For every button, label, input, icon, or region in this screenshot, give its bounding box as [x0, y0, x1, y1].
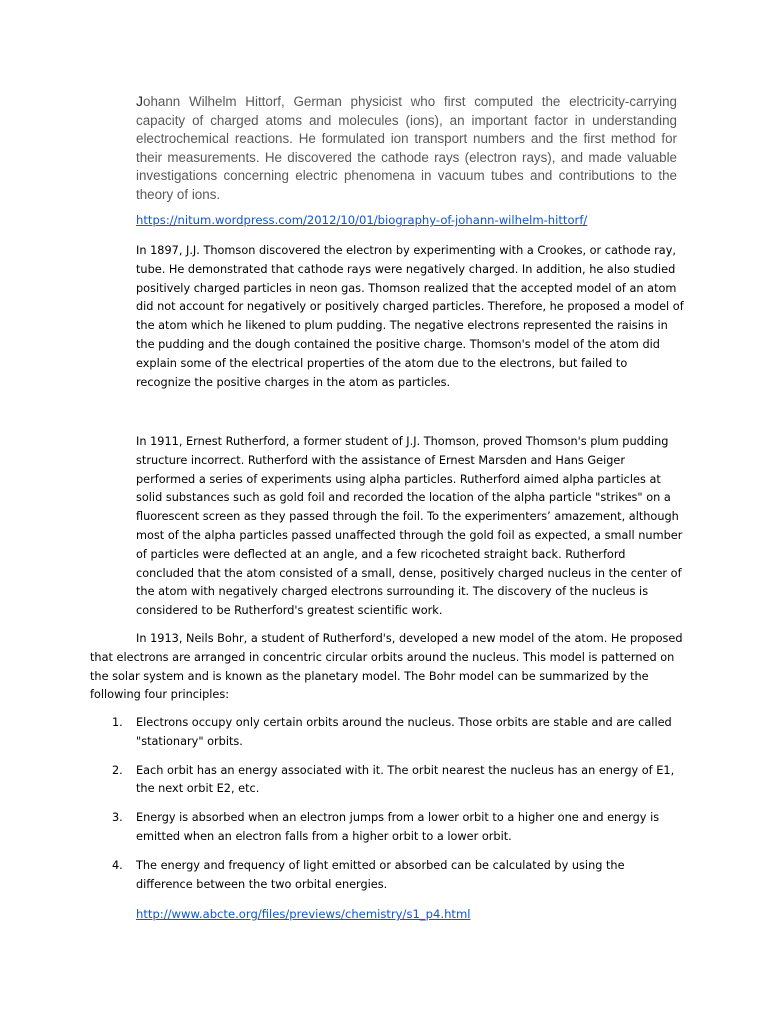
list-item-number: 2.	[112, 763, 123, 777]
list-item-text: Each orbit has an energy associated with it. The orbit nearest the nucleus has an energy of E1, the next orbit E2, etc.	[136, 763, 675, 796]
bohr-paragraph: In 1913, Neils Bohr, a student of Rutherford's, developed a new model of the atom. He proposed that electrons are arranged in concentric circular orbits around the nucleus. This model is patterned on the solar system and is known as the planetary model. The Bohr model can be summarized by the following four principles:	[90, 632, 683, 702]
list-item-number: 4.	[112, 858, 123, 872]
list-item	[90, 762, 684, 800]
thomson-paragraph: In 1897, J.J. Thomson discovered the electron by experimenting with a Crookes, or cathode ray, tube. He demonstrated that cathode rays were negatively charged. In addition, he also studied positively charged particles in neon gas. Thomson realized that the accepted model of an atom did not account for negatively or positively charged particles. Therefore, he proposed a model of the atom which he likened to plum pudding. The negative electrons represented the raisins in the pudding and the dough contained the positive charge. Thomson's model of the atom did explain some of the electrical properties of the atom due to the electrons, but failed to recognize the positive charges in the atom as particles.	[136, 244, 684, 389]
list-item-text: Electrons occupy only certain orbits around the nucleus. Those orbits are stable and are called "stationary" orbits.	[136, 716, 672, 748]
list-item	[90, 714, 684, 752]
list-item	[90, 809, 684, 847]
list-item-number: 1.	[112, 716, 123, 729]
hittorf-intro-paragraph	[136, 92, 677, 204]
intro-dropcap: J	[136, 93, 143, 109]
hittorf-source-link[interactable]: https://nitum.wordpress.com/2012/10/01/biography-of-johann-wilhelm-hittorf/	[136, 213, 588, 227]
rutherford-paragraph: In 1911, Ernest Rutherford, a former student of J.J. Thomson, proved Thomson's plum pudding structure incorrect. Rutherford with the assistance of Ernest Marsden and Hans Geiger performed a series of experiments using alpha particles. Rutherford aimed alpha particles at solid substances such as gold foil and recorded the location of the alpha particle "strikes" on a fluorescent screen as they passed through the foil. To the experimenters’ amazement, although most of the alpha particles passed unaffected through the gold foil as expected, a small number of particles were deflected at an angle, and a few ricocheted straight back. Rutherford concluded that the atom consisted of a small, dense, positively charged nucleus in the center of the atom with negatively charged electrons surrounding it. The discovery of the nucleus is considered to be Rutherford's greatest scientific work.	[136, 435, 683, 618]
bohr-principles-list	[90, 714, 684, 904]
abcte-source-link[interactable]: http://www.abcte.org/files/previews/chemistry/s1_p4.html	[136, 907, 471, 921]
list-item-number: 3.	[112, 811, 123, 825]
list-item	[90, 857, 684, 895]
list-item-text: Energy is absorbed when an electron jumps from a lower orbit to a higher one and energy is emitted when an electron falls from a higher orbit to a lower orbit.	[136, 811, 660, 843]
list-item-text: The energy and frequency of light emitted or absorbed can be calculated by using the difference between the two orbital energies.	[136, 858, 625, 891]
intro-text: ohann Wilhelm Hittorf, German physicist who first computed the electricity-carrying capacity of charged atoms and molecules (ions), an important factor in understanding electrochemical reactions. He formulated ion transport numbers and the first method for their measurements. He discovered the cathode rays (electron rays), and made valuable investigations concerning electric phenomena in vacuum tubes and contributions to the theory of ions.	[136, 94, 677, 202]
